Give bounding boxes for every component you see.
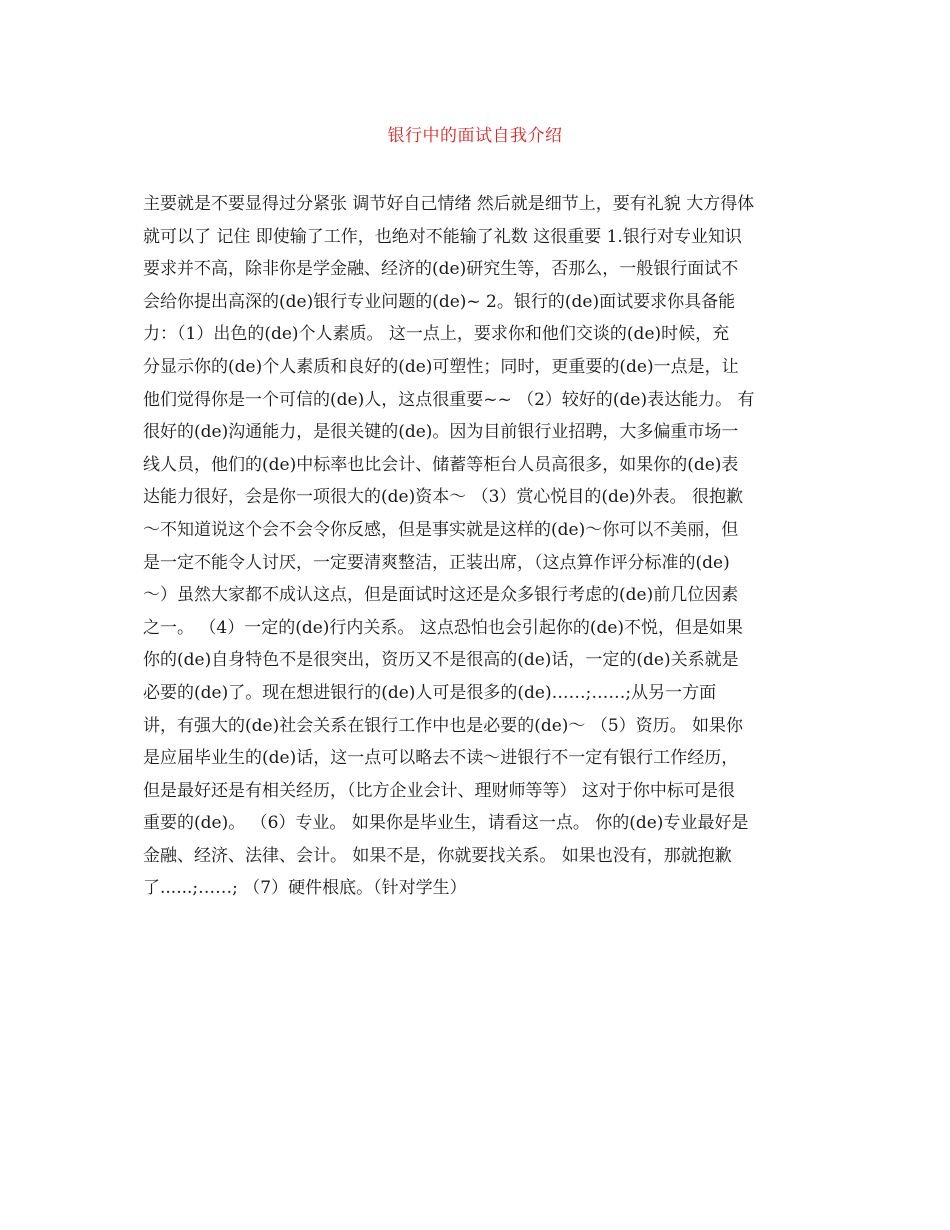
document-body (143, 188, 811, 905)
body-line: 达能力很好，会是你一项很大的(de)资本～ （3）赏心悦目的(de)外表。 很抱歉 (143, 487, 744, 508)
body-line: 金融、经济、法律、会计。 如果不是，你就要找关系。 如果也没有，那就抱歉 (143, 845, 732, 866)
body-line: 线人员，他们的(de)中标率也比会计、储蓄等柜台人员高很多，如果你的(de)表 (143, 454, 739, 475)
body-line: 他们觉得你是一个可信的(de)人，这点很重要~~ （2）较好的(de)表达能力。 有 (143, 389, 755, 410)
body-line: 了......;……; （7）硬件根底。（针对学生） (143, 878, 467, 899)
body-line: 你的(de)自身特色不是很突出，资历又不是很高的(de)话，一定的(de)关系就是 (143, 650, 739, 671)
document-title: 银行中的面试自我介绍 (387, 126, 563, 146)
body-line: 讲，有强大的(de)社会关系在银行工作中也是必要的(de)～ （5）资历。 如果你 (143, 715, 744, 736)
body-line: 很好的(de)沟通能力，是很关键的(de)。因为目前银行业招聘，大多偏重市场一 (143, 422, 739, 443)
body-line: 会给你提出高深的(de)银行专业问题的(de)~ 2。银行的(de)面试要求你具备能 (143, 291, 736, 312)
body-line: 是应届毕业生的(de)话，这一点可以略去不读～进银行不一定有银行工作经历， (143, 748, 739, 769)
body-line: ～）虽然大家都不成认这点，但是面试时这还是众多银行考虑的(de)前几位因素 (143, 585, 739, 606)
body-line: 重要的(de)。 （6）专业。 如果你是毕业生，请看这一点。 你的(de)专业最好是 (143, 813, 749, 834)
body-line: 就可以了 记住 即使输了工作，也绝对不能输了礼数 这很重要 1.银行对专业知识 (143, 226, 742, 247)
body-line: 是一定不能令人讨厌，一定要清爽整洁，正装出席，（这点算作评分标准的(de) (143, 552, 730, 573)
body-line: 分显示你的(de)个人素质和良好的(de)可塑性；同时，更重要的(de)一点是，让 (143, 356, 739, 377)
body-line: 之一。 （4）一定的(de)行内关系。 这点恐怕也会引起你的(de)不悦，但是如果 (143, 617, 744, 638)
body-line: 主要就是不要显得过分紧张 调节好自己情绪 然后就是细节上，要有礼貌 大方得体 (143, 194, 755, 214)
body-line: 力：（1）出色的(de)个人素质。 这一点上，要求你和他们交谈的(de)时候，充 (143, 324, 730, 345)
body-line: 必要的(de)了。现在想进银行的(de)人可是很多的(de)……;……;从另一方面 (143, 682, 717, 703)
body-line: ～不知道说这个会不会令你反感，但是事实就是这样的(de)～你可以不美丽，但 (143, 519, 739, 540)
body-line: 要求并不高，除非你是学金融、经济的(de)研究生等，否那么，一般银行面试不 (143, 259, 739, 280)
body-line: 但是最好还是有相关经历，（比方企业会计、理财师等等） 这对于你中标可是很 (143, 780, 735, 801)
